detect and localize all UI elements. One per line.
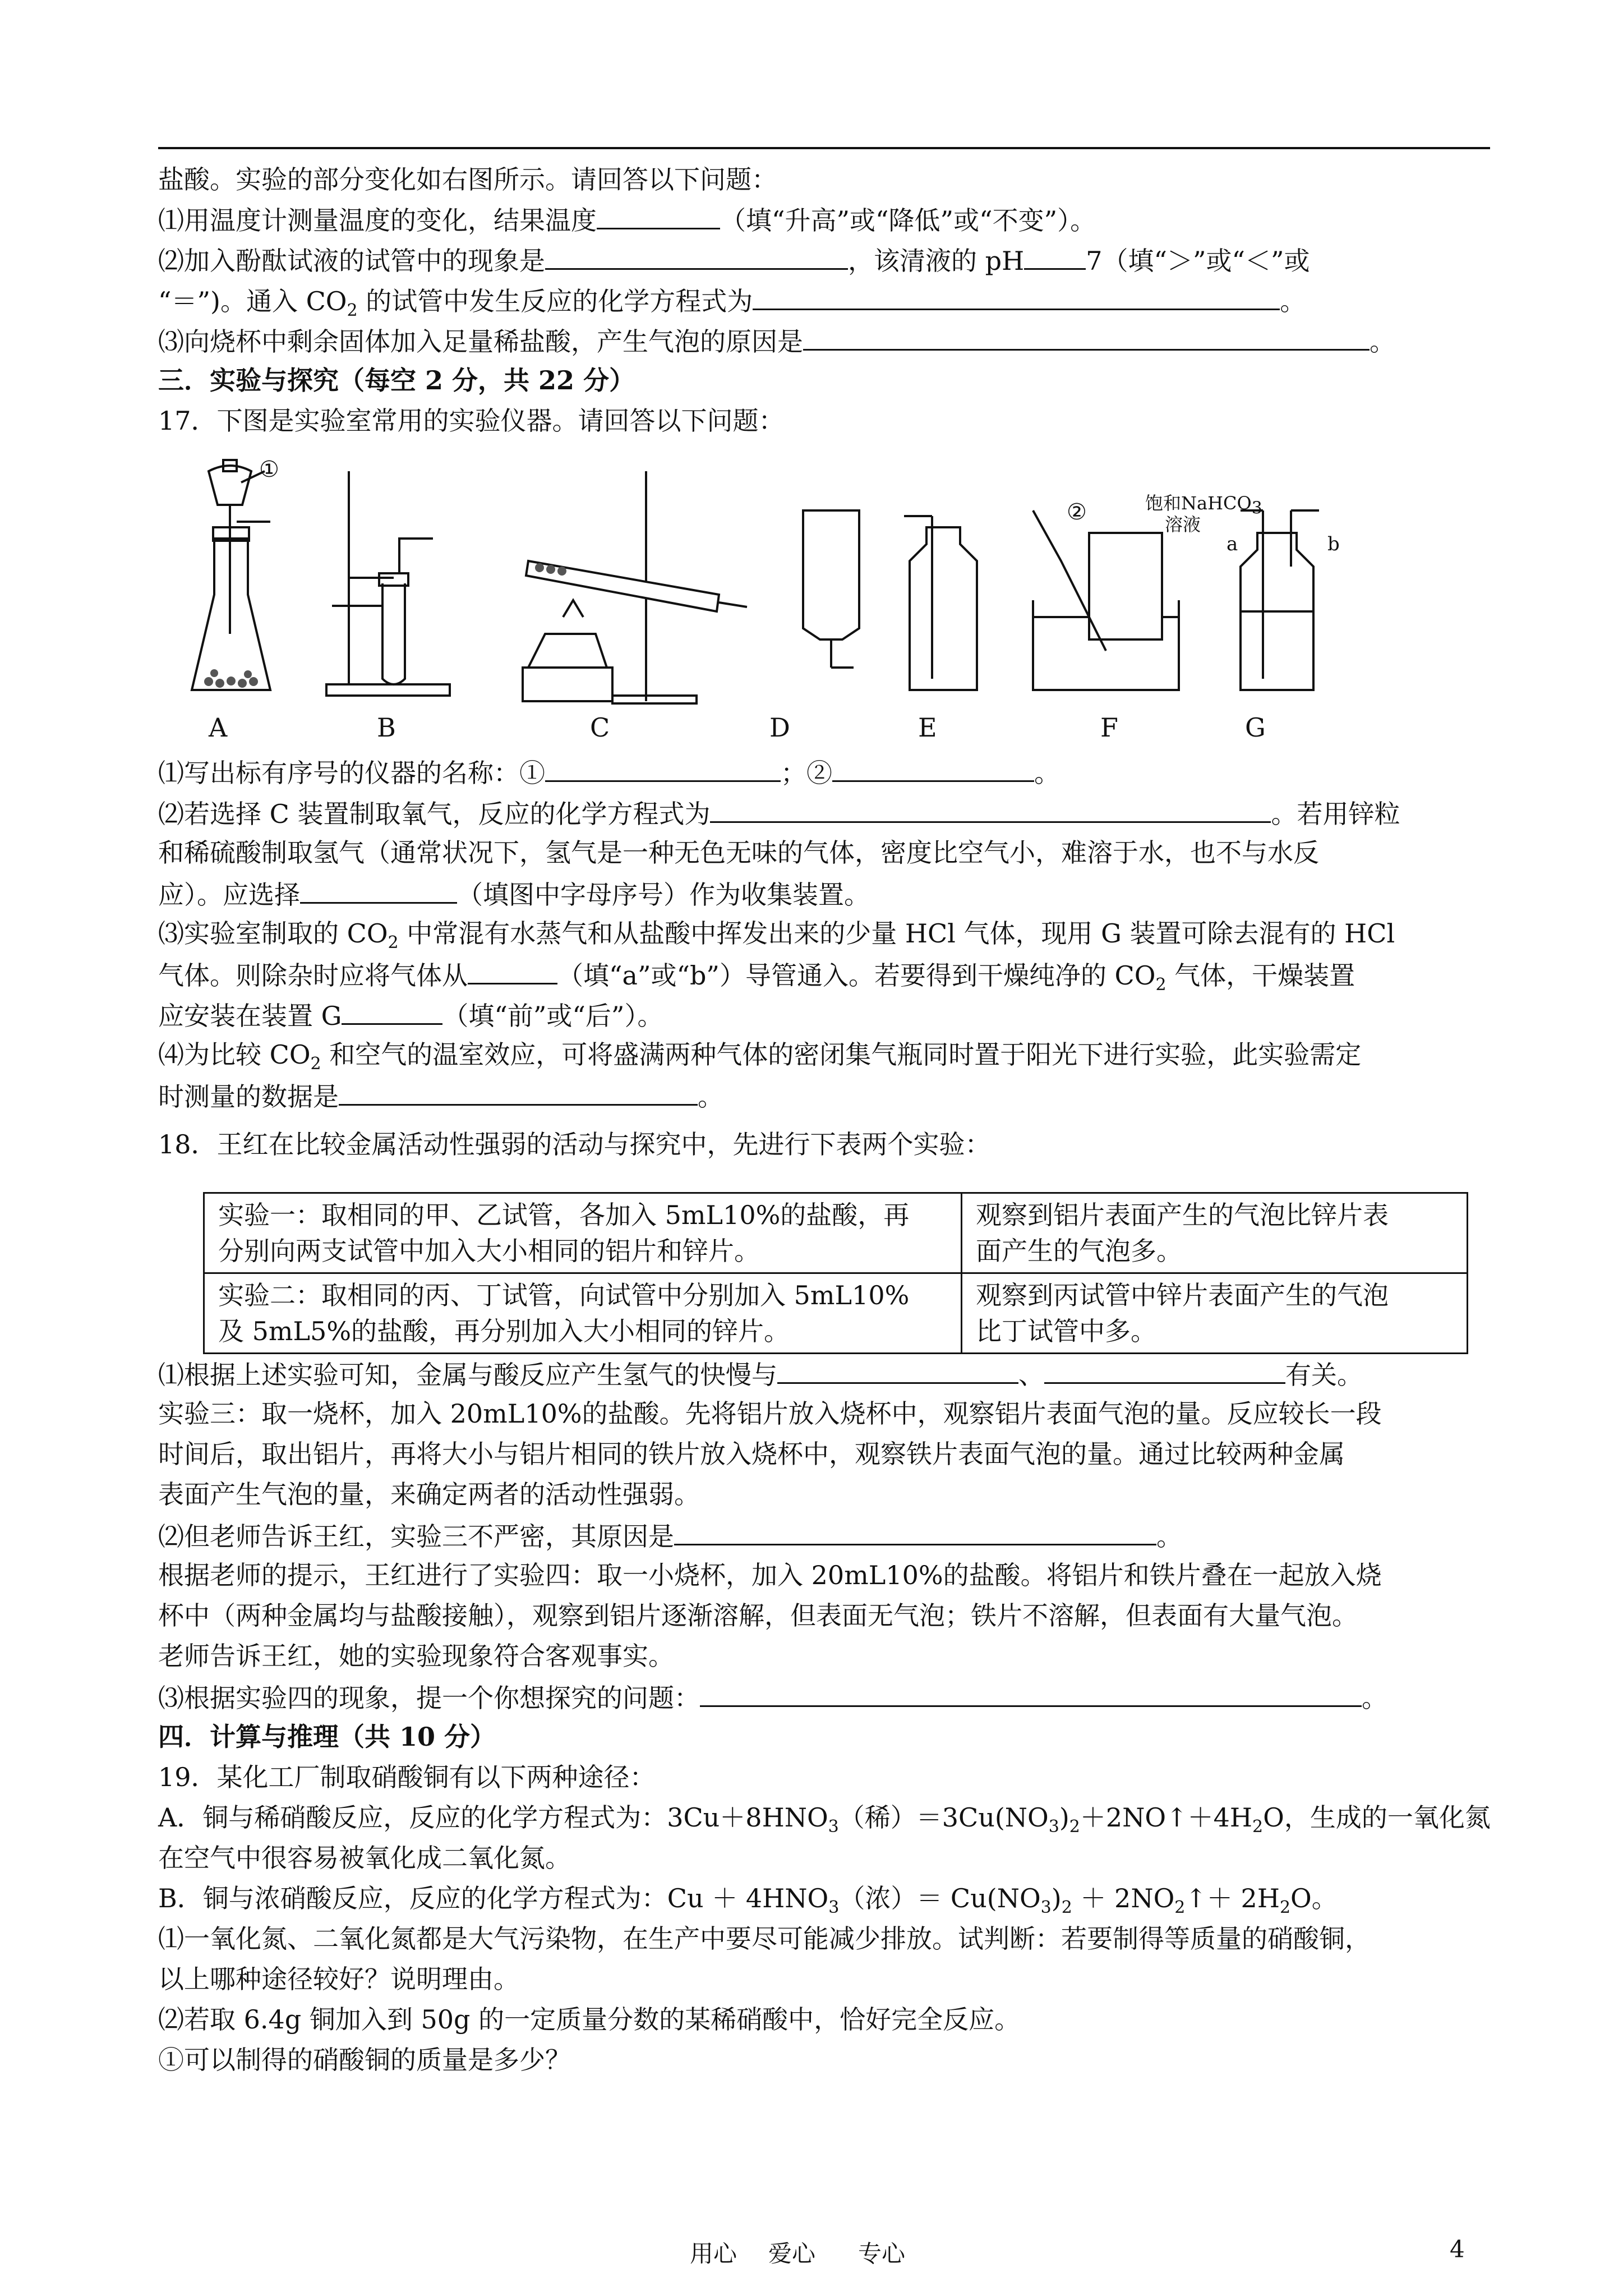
- q17-2-cont: 和稀硫酸制取氢气（通常状况下，氢气是一种无色无味的气体，密度比空气小，难溶于水，也不与水反: [158, 838, 1319, 868]
- apparatus-d: [803, 510, 859, 668]
- q17-stem: 17．下图是实验室常用的实验仪器。请回答以下问题：: [158, 406, 785, 436]
- q18-stem: 18．王红在比较金属活动性强弱的活动与探究中，先进行下表两个实验：: [158, 1129, 991, 1159]
- q19-1-cont: 以上哪种途径较好？说明理由。: [158, 1964, 519, 1994]
- table-cell: 实验二：取相同的丙、丁试管，向试管中分别加入 5mL10% 及 5mL5%的盐酸，再分别加入大小相同的锌片。: [204, 1273, 962, 1354]
- answer-blank[interactable]: [1024, 242, 1086, 270]
- answer-blank[interactable]: [674, 1518, 1156, 1545]
- answer-blank[interactable]: [777, 1356, 1018, 1384]
- q18-1: ⑴根据上述实验可知，金属与酸反应产生氢气的快慢与 、 有关。: [158, 1356, 1363, 1392]
- q18-3: ⑶根据实验四的现象，提一个你想探究的问题： 。: [158, 1680, 1387, 1715]
- marker-2: ②: [1067, 499, 1087, 525]
- header-rule: [158, 147, 1490, 149]
- exp4-line: 老师告诉王红，她的实验现象符合客观事实。: [158, 1641, 674, 1671]
- q17-1: ⑴写出标有序号的仪器的名称：① ；② 。: [158, 754, 1060, 790]
- answer-blank[interactable]: [545, 754, 781, 782]
- answer-blank[interactable]: [342, 997, 442, 1025]
- label-a: A: [209, 712, 228, 743]
- q18-2: ⑵但老师告诉王红，实验三不严密，其原因是 。: [158, 1518, 1182, 1553]
- exp3-line: 时间后，取出铝片，再将大小与铝片相同的铁片放入烧杯中，观察铁片表面气泡的量。通过比较两种金属: [158, 1439, 1345, 1469]
- section-3-title: 三．实验与探究（每空 2 分，共 22 分）: [158, 365, 635, 395]
- text-line: 盐酸。实验的部分变化如右图所示。请回答以下问题：: [158, 164, 777, 195]
- q16-2-cont: “＝”)。通入 $CO_2$ 的试管中发生反应的化学方程式为 。: [158, 283, 1306, 318]
- exp4-line: 杯中（两种金属均与盐酸接触），观察到铝片逐渐溶解，但表面无气泡；铁片不溶解，但表面有大量气泡。: [158, 1600, 1358, 1631]
- apparatus-figure: [158, 449, 1487, 752]
- q16-2: ⑵加入酚酞试液的试管中的现象是 ，该清液的 pH 7（填“＞”或“＜”或: [158, 242, 1310, 278]
- q17-2-cont2: 应）。应选择 （填图中字母序号）作为收集装置。: [158, 876, 870, 912]
- apparatus-e: [904, 516, 977, 690]
- answer-blank[interactable]: [1044, 1356, 1285, 1384]
- g-label-a: a: [1227, 533, 1238, 555]
- q19-stem: 19．某化工厂制取硝酸铜有以下两种途径：: [158, 1762, 656, 1792]
- q17-2: ⑵若选择 C 装置制取氧气，反应的化学方程式为 。若用锌粒: [158, 795, 1400, 831]
- answer-blank[interactable]: [803, 323, 1370, 351]
- apparatus-f: [1033, 510, 1179, 690]
- answer-blank[interactable]: [468, 957, 557, 984]
- q19-route-a: A．铜与稀硝酸反应，反应的化学方程式为：$3Cu+8HNO_3$（稀）$=3Cu(NO_3)_2+2NO↑+4H_2O$，生成的一氧化氮: [158, 1802, 1491, 1837]
- q17-4-cont: 时测量的数据是 。: [158, 1078, 723, 1114]
- q19-1: ⑴一氧化氮、二氧化氮都是大气污染物，在生产中要尽可能减少排放。试判断：若要制得等质量的硝酸铜，: [158, 1924, 1371, 1954]
- answer-blank[interactable]: [597, 202, 720, 229]
- exp3-line: 实验三：取一烧杯，加入 20mL10%的盐酸。先将铝片放入烧杯中，观察铝片表面气泡的量。反应较长一段: [158, 1398, 1382, 1429]
- label-e: E: [918, 712, 937, 743]
- apparatus-b: [326, 471, 450, 696]
- apparatus-a: [192, 460, 270, 690]
- q19-2: ⑵若取 6.4g 铜加入到 50g 的一定质量分数的某稀硝酸中，恰好完全反应。: [158, 2004, 1021, 2035]
- q17-3-cont: 气体。则除杂时应将气体从 （填“a”或“b”）导管通入。若要得到干燥纯净的 $CO_2$ 气体，干燥装置: [158, 957, 1355, 992]
- answer-blank[interactable]: [710, 795, 1271, 823]
- q19-route-a-cont: 在空气中很容易被氧化成二氧化氮。: [158, 1843, 571, 1873]
- exp3-line: 表面产生气泡的量，来确定两者的活动性强弱。: [158, 1479, 700, 1510]
- footer-motto-2: 爱心: [768, 2240, 816, 2267]
- footer-motto-3: 专心: [858, 2240, 906, 2267]
- label-b: B: [377, 712, 396, 743]
- label-c: C: [590, 712, 610, 743]
- g-label-b: b: [1327, 533, 1340, 555]
- exp4-line: 根据老师的提示，王红进行了实验四：取一小烧杯，加入 20mL10%的盐酸。将铝片和铁片叠在一起放入烧: [158, 1560, 1382, 1590]
- label-f: F: [1100, 712, 1118, 743]
- q17-4: ⑷为比较 $CO_2$ 和空气的温室效应，可将盛满两种气体的密闭集气瓶同时置于阳光下进行实验，此实验需定: [158, 1039, 1362, 1074]
- answer-blank[interactable]: [753, 283, 1280, 310]
- q16-1: ⑴用温度计测量温度的变化，结果温度 （填“升高”或“降低”或“不变”）。: [158, 202, 1096, 237]
- apparatus-g: [1241, 510, 1319, 690]
- q17-3-cont2: 应安装在装置 G （填“前”或“后”）。: [158, 997, 663, 1033]
- table-cell: 实验一：取相同的甲、乙试管，各加入 5mL10%的盐酸，再 分别向两支试管中加入大小相同的铝片和锌片。: [204, 1193, 962, 1273]
- page-number: 4: [1450, 2235, 1465, 2263]
- g-note-2: 溶液: [1165, 514, 1201, 535]
- answer-blank[interactable]: [700, 1680, 1362, 1707]
- table-cell: 观察到丙试管中锌片表面产生的气泡 比丁试管中多。: [962, 1273, 1468, 1354]
- g-note: 饱和NaHCO$_3$: [1145, 493, 1262, 518]
- answer-blank[interactable]: [339, 1078, 698, 1106]
- answer-blank[interactable]: [832, 754, 1034, 782]
- q16-3: ⑶向烧杯中剩余固体加入足量稀盐酸，产生气泡的原因是 。: [158, 323, 1395, 358]
- answer-blank[interactable]: [545, 242, 848, 270]
- footer-motto-1: 用心: [690, 2240, 737, 2267]
- label-d: D: [769, 712, 790, 743]
- apparatus-drawing: [158, 449, 1487, 752]
- answer-blank[interactable]: [300, 876, 457, 904]
- q17-3: ⑶实验室制取的 $CO_2$ 中常混有水蒸气和从盐酸中挥发出来的少量 HCl 气体，现用 G 装置可除去混有的 HCl: [158, 918, 1395, 953]
- table-cell: 观察到铝片表面产生的气泡比锌片表 面产生的气泡多。: [962, 1193, 1468, 1273]
- table-row: [204, 1273, 1468, 1354]
- table-row: [204, 1193, 1468, 1273]
- apparatus-c: [523, 471, 747, 703]
- q19-route-b: B．铜与浓硝酸反应，反应的化学方程式为：$Cu + 4HNO_3$（浓）＝ $Cu(NO_3)_2$ ＋ $2NO_2↑+ 2H_2O$。: [158, 1883, 1338, 1918]
- marker-1: ①: [259, 457, 279, 482]
- label-g: G: [1245, 712, 1266, 743]
- section-4-title: 四．计算与推理（共 10 分）: [158, 1722, 496, 1752]
- q19-2-1: ①可以制得的硝酸铜的质量是多少？: [158, 2045, 571, 2075]
- experiment-table: [203, 1192, 1468, 1354]
